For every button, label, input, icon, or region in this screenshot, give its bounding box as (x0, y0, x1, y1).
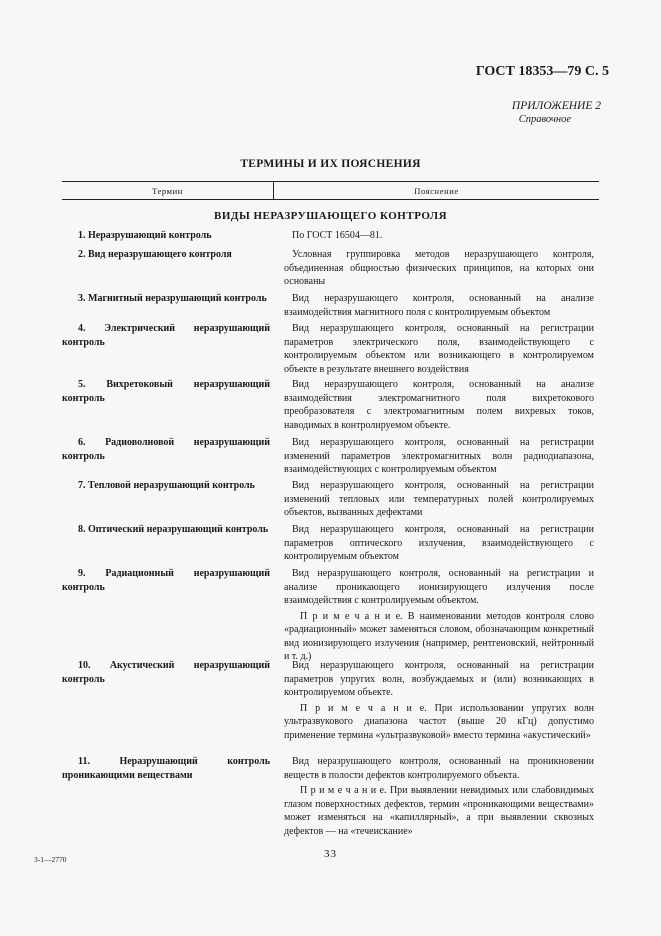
section-heading: ВИДЫ НЕРАЗРУШАЮЩЕГО КОНТРОЛЯ (213, 210, 448, 222)
explanation-text: Вид неразрушающего контроля, основанный на регистрации изменений тепловых или температурных полей контролируемых объектов, вызванных дефектами (284, 480, 594, 518)
explanation-2 (284, 248, 594, 289)
print-code: 3-1—2770 (34, 855, 67, 864)
term-9: 9. Радиационный неразрушающий контроль (62, 568, 270, 593)
term-2: 2. Вид неразрушающего контроля (78, 249, 232, 260)
explanation-text: Вид неразрушающего контроля, основанный на регистрации и анализе проникающего ионизирующего излучения после взаимодействия с контролируемым объектом. (284, 568, 594, 606)
explanation-text: Вид неразрушающего контроля, основанный на проникновении веществ в полости дефектов контролируемого объекта. (284, 756, 594, 781)
page-title: ТЕРМИНЫ И ИХ ПОЯСНЕНИЯ (240, 158, 421, 170)
explanation-1 (284, 229, 594, 243)
explanation-5 (284, 378, 594, 432)
explanation-9 (284, 567, 594, 664)
explanation-note: П р и м е ч а н и е. При использовании упругих волн ультразвукового диапазона частот (выше 20 кГц) допустимо применение термина «ультразвуковой» вместо термина «акустический» (284, 702, 594, 741)
term-1: 1. Неразрушающий контроль (78, 230, 212, 241)
table-top-rule (62, 181, 599, 182)
appendix-subtitle: Справочное (518, 114, 571, 125)
table-header-rule (62, 199, 599, 200)
explanation-note: П р и м е ч а н и е. При выявлении невидимых или слабовидимых глазом поверхностных дефектов, термин «проникающими веществами» может изменяться на «капиллярный», а при выявлении сквозных дефектов — на «течеискание» (284, 785, 594, 837)
explanation-text: Вид неразрушающего контроля, основанный на анализе взаимодействия магнитного поля с контролируемым объектом (284, 293, 594, 318)
term-8: 8. Оптический неразрушающий контроль (78, 524, 269, 535)
explanation-note: П р и м е ч а н и е. В наименовании методов контроля слово «радиационный» может заменяться словом, обозначающим конкретный вид ионизирующего излучения (например, рентгеновский, нейтронный и т. д.) (284, 610, 594, 662)
term-6: 6. Радиоволновой неразрушающий контроль (62, 437, 270, 462)
explanation-text: Вид неразрушающего контроля, основанный на анализе взаимодействия электромагнитного поля вихретокового преобразователя с электромагнитным полем вихревых токов, наводимых в контролируемом объекте. (284, 379, 594, 431)
term-4: 4. Электрический неразрушающий контроль (62, 323, 270, 348)
appendix-label (512, 100, 601, 126)
explanation-text: Вид неразрушающего контроля, основанный на регистрации изменений параметров электромагнитных волн радиодиапазона, взаимодействующих с контролируемым объектом (284, 437, 594, 475)
explanation-8 (284, 523, 594, 564)
explanation-7 (284, 479, 594, 520)
explanation-3 (284, 292, 594, 319)
term-10: 10. Акустический неразрушающий контроль (62, 660, 270, 685)
explanation-10 (284, 659, 594, 742)
explanation-text: Условная группировка методов неразрушающего контроля, объединенная общностью физических принципов, на которых они основаны (284, 249, 594, 287)
explanation-11 (284, 755, 594, 838)
term-11: 11. Неразрушающий контроль проникающими веществами (62, 756, 270, 781)
term-3: 3. Магнитный неразрушающий контроль (78, 293, 267, 304)
document-header: ГОСТ 18353—79 С. 5 (475, 64, 609, 79)
page-number: 33 (324, 848, 337, 860)
explanation-4 (284, 322, 594, 376)
explanation-text: Вид неразрушающего контроля, основанный на регистрации параметров оптического излучения, взаимодействующего с контролируемым объектом (284, 524, 594, 562)
appendix-title: ПРИЛОЖЕНИЕ 2 (511, 100, 601, 112)
explanation-text: Вид неразрушающего контроля, основанный на регистрации параметров упругих волн, возбуждаемых и (или) возникающих в контролируемом объекте. (284, 660, 594, 698)
term-5: 5. Вихретоковый неразрушающий контроль (62, 379, 270, 404)
column-header-term: Термин (152, 186, 183, 196)
term-7: 7. Тепловой неразрушающий контроль (78, 480, 255, 491)
explanation-6 (284, 436, 594, 477)
explanation-text: Вид неразрушающего контроля, основанный на регистрации параметров электрического поля, взаимодействующего с контролируемым объектом или возникающего в контролируемом объекте в результате внешнего воздействия (284, 323, 594, 375)
column-header-explanation: Пояснение (414, 186, 459, 196)
explanation-text: По ГОСТ 16504—81. (292, 230, 383, 241)
